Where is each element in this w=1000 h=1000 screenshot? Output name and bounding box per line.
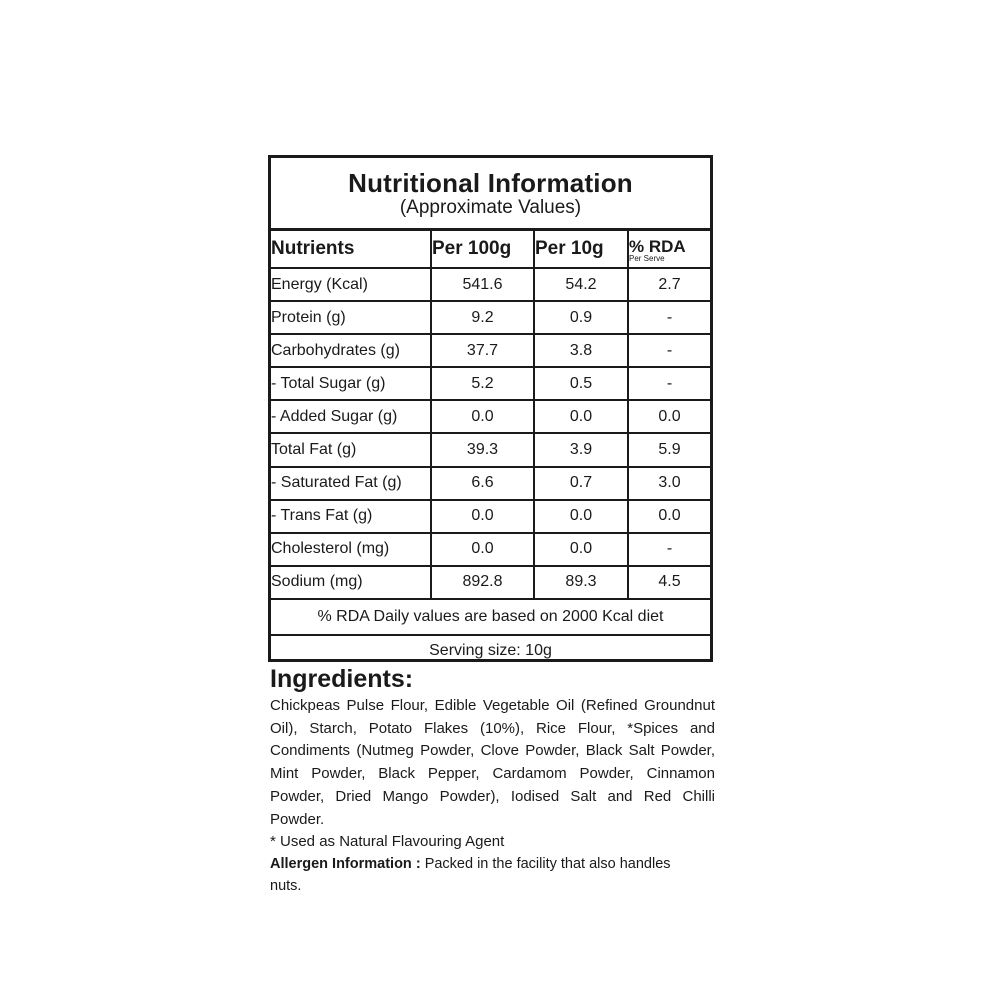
rda-note-row [271, 599, 710, 635]
per-10g-value: 0.5 [534, 367, 628, 400]
nutrient-label: Sodium (mg) [271, 566, 431, 599]
nutrient-label: - Trans Fat (g) [271, 500, 431, 533]
nutrient-label: Protein (g) [271, 301, 431, 334]
per-100g-value: 0.0 [431, 400, 534, 433]
rda-value: 2.7 [628, 268, 710, 301]
table-row [271, 566, 710, 599]
per-100g-value: 541.6 [431, 268, 534, 301]
table-row [271, 268, 710, 301]
column-header-rda [628, 230, 710, 269]
rda-header-sublabel: Per Serve [629, 253, 665, 263]
per-10g-value: 3.8 [534, 334, 628, 367]
per-10g-value: 54.2 [534, 268, 628, 301]
rda-value: 4.5 [628, 566, 710, 599]
nutrient-label: Cholesterol (mg) [271, 533, 431, 566]
allergen-info [270, 853, 690, 897]
table-row [271, 433, 710, 466]
ingredients-heading: Ingredients: [270, 665, 414, 693]
panel-header [271, 158, 710, 228]
flavouring-note: * Used as Natural Flavouring Agent [270, 833, 505, 851]
table-row [271, 334, 710, 367]
nutrient-label: - Saturated Fat (g) [271, 467, 431, 500]
table-row [271, 533, 710, 566]
per-100g-value: 9.2 [431, 301, 534, 334]
nutrition-table [271, 228, 710, 666]
per-100g-value: 39.3 [431, 433, 534, 466]
column-header-per-10g: Per 10g [534, 230, 628, 269]
per-10g-value: 0.9 [534, 301, 628, 334]
rda-value: - [628, 367, 710, 400]
nutrition-panel [268, 155, 713, 662]
serving-size-row [271, 635, 710, 666]
nutrient-label: - Total Sugar (g) [271, 367, 431, 400]
nutrient-label: Energy (Kcal) [271, 268, 431, 301]
panel-title: Nutritional Information [348, 168, 633, 198]
table-header-row [271, 230, 710, 269]
ingredients-section [270, 665, 715, 897]
table-row [271, 467, 710, 500]
allergen-label: Allergen Information : [270, 856, 421, 873]
table-row [271, 367, 710, 400]
per-100g-value: 37.7 [431, 334, 534, 367]
per-10g-value: 89.3 [534, 566, 628, 599]
per-100g-value: 5.2 [431, 367, 534, 400]
per-10g-value: 0.0 [534, 533, 628, 566]
table-row [271, 400, 710, 433]
column-header-per-100g: Per 100g [431, 230, 534, 269]
nutrient-label: Total Fat (g) [271, 433, 431, 466]
table-row [271, 301, 710, 334]
rda-value: 0.0 [628, 400, 710, 433]
rda-value: - [628, 533, 710, 566]
nutrient-label: Carbohydrates (g) [271, 334, 431, 367]
per-10g-value: 0.0 [534, 500, 628, 533]
rda-note: % RDA Daily values are based on 2000 Kcal diet [271, 599, 710, 635]
rda-value: 0.0 [628, 500, 710, 533]
rda-value: - [628, 334, 710, 367]
rda-value: 3.0 [628, 467, 710, 500]
nutrient-label: - Added Sugar (g) [271, 400, 431, 433]
per-100g-value: 0.0 [431, 533, 534, 566]
rda-value: - [628, 301, 710, 334]
per-10g-value: 0.7 [534, 467, 628, 500]
per-100g-value: 6.6 [431, 467, 534, 500]
per-100g-value: 0.0 [431, 500, 534, 533]
ingredients-list: Chickpeas Pulse Flour, Edible Vegetable Oil (Refined Groundnut Oil), Starch, Potato Flakes (10%), Rice Flour, *Spices and Condiments (Nutmeg Powder, Clove Powder, Black Salt Powder, Mint Powder, Black Pepper, Cardamom Powder, Cinnamon Powder, Dried Mango Powder), Iodised Salt and Red Chilli Powder. [270, 697, 715, 828]
per-10g-value: 0.0 [534, 400, 628, 433]
table-row [271, 500, 710, 533]
column-header-nutrients: Nutrients [271, 230, 431, 269]
allergen-text: Packed in the facility that also handles nuts. [270, 856, 671, 895]
per-10g-value: 3.9 [534, 433, 628, 466]
serving-size: Serving size: 10g [271, 635, 710, 666]
per-100g-value: 892.8 [431, 566, 534, 599]
panel-subtitle: (Approximate Values) [399, 197, 582, 218]
rda-header-label: % RDA [629, 236, 686, 256]
rda-value: 5.9 [628, 433, 710, 466]
